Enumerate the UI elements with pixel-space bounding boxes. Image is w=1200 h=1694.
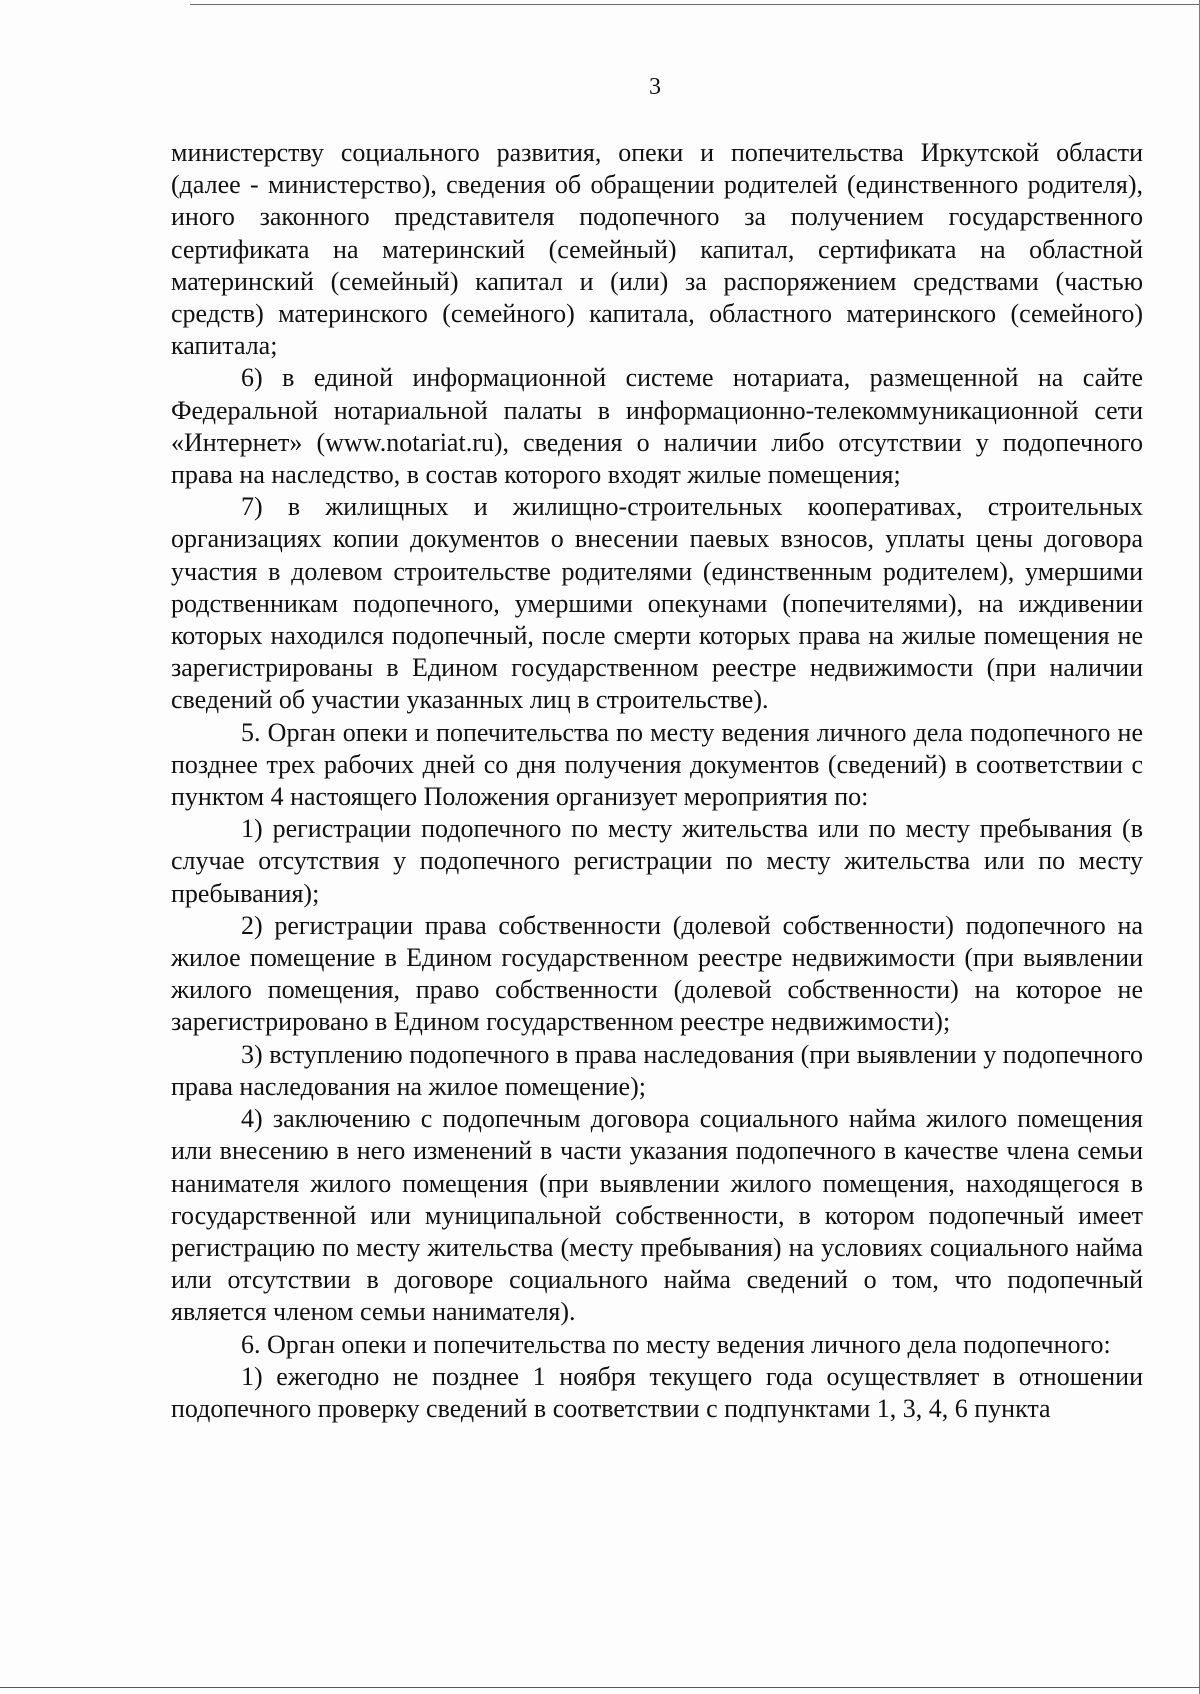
page-number: 3	[649, 74, 661, 100]
paragraph-clause-6-item-1: 1) ежегодно не позднее 1 ноября текущего года осуществляет в отношении подопечного проверку сведений в соответствии с подпунктами 1, 3, 4, 6 пункта	[171, 1361, 1143, 1423]
paragraph-item-6-notariat: 6) в единой информационной системе нотариата, размещенной на сайте Федеральной нотариальной палаты в информационно-телекоммуникационной сети «Интернет» (www.notariat.ru), сведения о наличии либо отсутствии у подопечного права на наследство, в состав которого входят жилые помещения;	[171, 363, 1143, 490]
paragraph-item-7-cooperatives: 7) в жилищных и жилищно-строительных кооперативах, строительных организациях копии документов о внесении паевых взносов, уплаты цены договора участия в долевом строительстве родителями (единственным родителем), умершими родственникам подопечного, умершими опекунами (попечителями), на иждивении которых находился подопечный, после смерти которых права на жилые помещения не зарегистрированы в Едином государственном реестре недвижимости (при наличии сведений об участии указанных лиц в строительстве).	[171, 492, 1143, 715]
paragraph-clause-5-item-3: 3) вступлению подопечного в права наследования (при выявлении у подопечного права наследования на жилое помещение);	[171, 1039, 1143, 1101]
paragraph-clause-5-item-2: 2) регистрации права собственности (долевой собственности) подопечного на жилое помещение в Едином государственном реестре недвижимости (при выявлении жилого помещения, право собственности (долевой собственности) на которое не зарегистрировано в Едином государственном реестре недвижимости);	[171, 910, 1143, 1037]
paragraph-continuation: министерству социального развития, опеки и попечительства Иркутской области (далее - министерство), сведения об обращении родителей (единственного родителя), иного законного представителя подопечного за получением государственного сертификата на материнский (семейный) капитал, сертификата на областной материнский (семейный) капитал и (или) за распоряжением средствами (частью средств) материнского (семейного) капитала, областного материнского (семейного) капитала;	[171, 138, 1143, 361]
paragraph-clause-5-item-4: 4) заключению с подопечным договора социального найма жилого помещения или внесению в него изменений в части указания подопечного в качестве члена семьи нанимателя жилого помещения (при выявлении жилого помещения, находящегося в государственной или муниципальной собственности, в котором подопечный имеет регистрацию по месту жительства (месту пребывания) на условиях социального найма или отсутствии в договоре социального найма сведений о том, что подопечный является членом семьи нанимателя).	[171, 1104, 1143, 1327]
scan-edge-bottom	[0, 1687, 1200, 1688]
paragraph-clause-5-item-1: 1) регистрации подопечного по месту жительства или по месту пребывания (в случае отсутствия у подопечного регистрации по месту жительства или по месту пребывания);	[171, 814, 1143, 908]
document-body	[171, 137, 1143, 1425]
paragraph-clause-6: 6. Орган опеки и попечительства по месту ведения личного дела подопечного:	[241, 1329, 1111, 1359]
paragraph-clause-5: 5. Орган опеки и попечительства по месту ведения личного дела подопечного не позднее трех рабочих дней со дня получения документов (сведений) в соответствии с пунктом 4 настоящего Положения организует мероприятия по:	[171, 717, 1143, 812]
scan-edge-top	[190, 4, 1200, 5]
